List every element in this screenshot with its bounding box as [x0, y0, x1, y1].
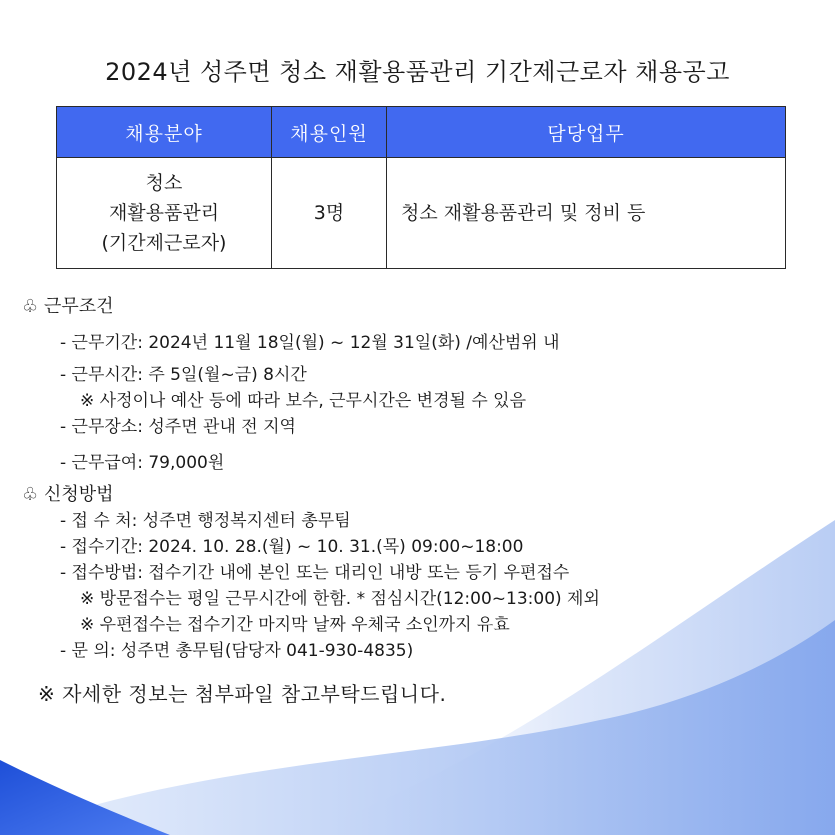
section-title: 근무조건 — [44, 296, 114, 317]
club-icon: ♧ — [22, 484, 39, 505]
header-field: 채용분야 — [57, 107, 272, 158]
apply-method: - 접수방법: 접수기간 내에 본인 또는 대리인 내방 또는 등기 우편접수 — [60, 563, 570, 583]
footer-note: ※ 자세한 정보는 첨부파일 참고부탁드립니다. — [38, 682, 447, 706]
work-period: - 근무기간: 2024년 11월 18일(월) ~ 12월 31일(화) /예산범위 내 — [60, 333, 560, 353]
club-icon: ♧ — [22, 296, 39, 317]
work-pay: - 근무급여: 79,000원 — [60, 453, 225, 473]
apply-period: - 접수기간: 2024. 10. 28.(월) ~ 10. 31.(목) 09:00~18:00 — [60, 537, 524, 557]
section-conditions-heading — [22, 292, 114, 318]
page-title: 2024년 성주면 청소 재활용품관리 기간제근로자 채용공고 — [105, 58, 730, 86]
header-count: 채용인원 — [272, 107, 387, 158]
table-header-row — [57, 107, 786, 158]
recruit-table — [56, 106, 786, 269]
apply-note-mail: ※ 우편접수는 접수기간 마지막 날짜 우체국 소인까지 유효 — [80, 615, 510, 635]
field-line-3: (기간제근로자) — [101, 232, 227, 254]
work-hours-note: ※ 사정이나 예산 등에 따라 보수, 근무시간은 변경될 수 있음 — [80, 391, 526, 411]
cell-count: 3명 — [272, 158, 387, 269]
apply-contact: - 문 의: 성주면 총무팀(담당자 041-930-4835) — [60, 641, 414, 661]
section-apply-heading — [22, 480, 114, 506]
apply-note-visit: ※ 방문접수는 평일 근무시간에 한함. * 점심시간(12:00~13:00) 제외 — [80, 589, 600, 609]
table-row — [57, 158, 786, 269]
work-hours: - 근무시간: 주 5일(월~금) 8시간 — [60, 365, 307, 385]
field-line-2: 재활용품관리 — [108, 202, 220, 224]
cell-field — [57, 158, 272, 269]
section-title: 신청방법 — [44, 484, 114, 505]
apply-office: - 접 수 처: 성주면 행정복지센터 총무팀 — [60, 511, 351, 531]
field-line-1: 청소 — [145, 172, 183, 194]
work-place: - 근무장소: 성주면 관내 전 지역 — [60, 417, 296, 437]
cell-duty: 청소 재활용품관리 및 정비 등 — [387, 158, 786, 269]
header-duty: 담당업무 — [387, 107, 786, 158]
